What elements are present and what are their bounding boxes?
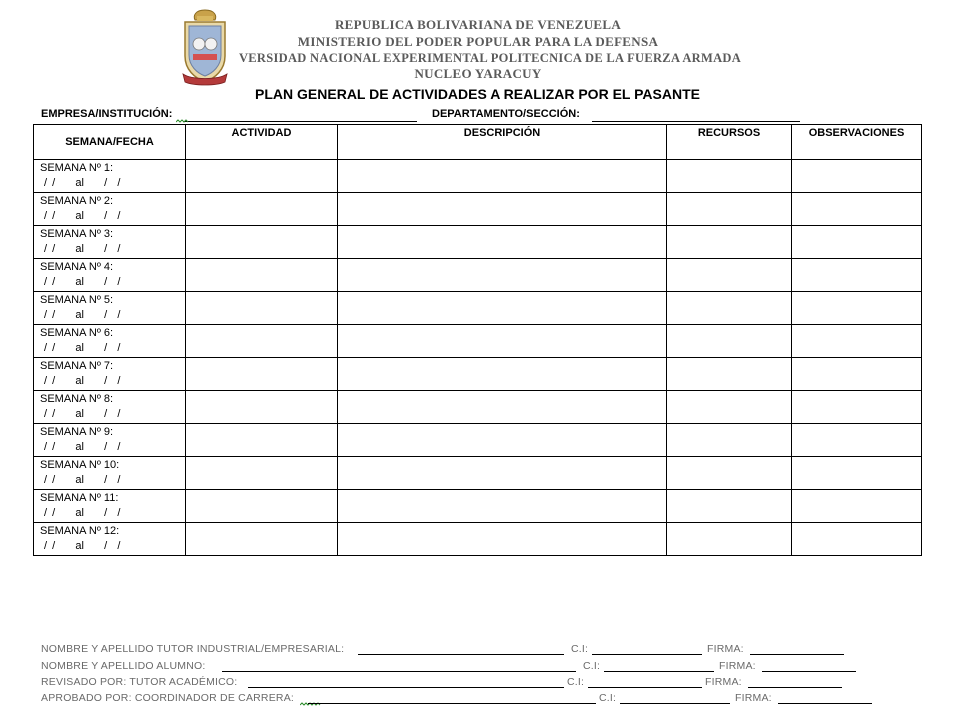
actividad-cell[interactable] bbox=[186, 193, 338, 226]
recursos-cell[interactable] bbox=[667, 325, 792, 358]
tutor-academico-name-field[interactable] bbox=[248, 676, 564, 688]
footer-ci-label-4: C.I: bbox=[599, 692, 617, 704]
descripcion-cell[interactable] bbox=[338, 391, 667, 424]
week-label: SEMANA Nº 6: bbox=[40, 327, 114, 339]
footer-firma-label-3: FIRMA: bbox=[705, 676, 742, 688]
week-date-range[interactable]: / / al / / bbox=[44, 441, 121, 453]
descripcion-cell[interactable] bbox=[338, 457, 667, 490]
empresa-field[interactable] bbox=[183, 109, 417, 122]
actividad-cell[interactable] bbox=[186, 424, 338, 457]
week-cell bbox=[34, 325, 186, 358]
departamento-label: DEPARTAMENTO/SECCIÓN: bbox=[432, 108, 580, 120]
alumno-name-field[interactable] bbox=[222, 660, 576, 672]
table-row bbox=[34, 457, 922, 490]
week-label: SEMANA Nº 2: bbox=[40, 195, 114, 207]
footer-aprobado-label: APROBADO POR: COORDINADOR DE CARRERA: bbox=[41, 692, 295, 704]
week-cell bbox=[34, 391, 186, 424]
table-row bbox=[34, 523, 922, 556]
observaciones-cell[interactable] bbox=[792, 325, 922, 358]
week-label: SEMANA Nº 7: bbox=[40, 360, 114, 372]
week-date-range[interactable]: / / al / / bbox=[44, 210, 121, 222]
recursos-cell[interactable] bbox=[667, 160, 792, 193]
observaciones-cell[interactable] bbox=[792, 391, 922, 424]
actividad-cell[interactable] bbox=[186, 490, 338, 523]
recursos-cell[interactable] bbox=[667, 391, 792, 424]
week-label: SEMANA Nº 9: bbox=[40, 426, 114, 438]
university-crest-logo bbox=[180, 8, 230, 88]
observaciones-cell[interactable] bbox=[792, 292, 922, 325]
observaciones-cell[interactable] bbox=[792, 160, 922, 193]
recursos-cell[interactable] bbox=[667, 259, 792, 292]
recursos-cell[interactable] bbox=[667, 193, 792, 226]
tutor-academico-firma-field[interactable] bbox=[748, 676, 842, 688]
descripcion-cell[interactable] bbox=[338, 424, 667, 457]
footer-firma-label-2: FIRMA: bbox=[719, 660, 756, 672]
table-row bbox=[34, 193, 922, 226]
footer-ci-label-1: C.I: bbox=[571, 643, 589, 655]
header-recursos: RECURSOS bbox=[667, 125, 792, 160]
week-label: SEMANA Nº 8: bbox=[40, 393, 114, 405]
week-label: SEMANA Nº 12: bbox=[40, 525, 120, 537]
activities-table bbox=[33, 124, 922, 556]
descripcion-cell[interactable] bbox=[338, 325, 667, 358]
week-label: SEMANA Nº 1: bbox=[40, 162, 114, 174]
footer-ci-label-2: C.I: bbox=[583, 660, 601, 672]
table-row bbox=[34, 259, 922, 292]
recursos-cell[interactable] bbox=[667, 226, 792, 259]
table-header-row bbox=[34, 125, 922, 160]
recursos-cell[interactable] bbox=[667, 457, 792, 490]
header-ministry: MINISTERIO DEL PODER POPULAR PARA LA DEFENSA bbox=[297, 34, 659, 49]
week-label: SEMANA Nº 3: bbox=[40, 228, 114, 240]
observaciones-cell[interactable] bbox=[792, 226, 922, 259]
recursos-cell[interactable] bbox=[667, 358, 792, 391]
header-university: VERSIDAD NACIONAL EXPERIMENTAL POLITECNICA DE LA FUERZA ARMADA bbox=[238, 51, 742, 65]
header-republic: REPUBLICA BOLIVARIANA DE VENEZUELA bbox=[334, 17, 622, 32]
footer-firma-label-1: FIRMA: bbox=[707, 643, 744, 655]
tutor-industrial-firma-field[interactable] bbox=[750, 643, 844, 655]
week-label: SEMANA Nº 5: bbox=[40, 294, 114, 306]
week-cell bbox=[34, 292, 186, 325]
week-date-range[interactable]: / / al / / bbox=[44, 309, 121, 321]
recursos-cell[interactable] bbox=[667, 490, 792, 523]
actividad-cell[interactable] bbox=[186, 391, 338, 424]
recursos-cell[interactable] bbox=[667, 523, 792, 556]
week-date-range[interactable]: / / al / / bbox=[44, 375, 121, 387]
header-actividad: ACTIVIDAD bbox=[186, 125, 338, 160]
table-row bbox=[34, 226, 922, 259]
header-descripcion: DESCRIPCIÓN bbox=[338, 125, 667, 160]
tutor-industrial-ci-field[interactable] bbox=[592, 643, 702, 655]
week-label: SEMANA Nº 4: bbox=[40, 261, 114, 273]
week-date-range[interactable]: / / al / / bbox=[44, 408, 121, 420]
week-cell bbox=[34, 160, 186, 193]
week-date-range[interactable]: / / al / / bbox=[44, 342, 121, 354]
table-row bbox=[34, 490, 922, 523]
actividad-cell[interactable] bbox=[186, 358, 338, 391]
descripcion-cell[interactable] bbox=[338, 523, 667, 556]
week-date-range[interactable]: / / al / / bbox=[44, 243, 121, 255]
observaciones-cell[interactable] bbox=[792, 259, 922, 292]
header-semana-fecha: SEMANA/FECHA bbox=[34, 125, 186, 160]
week-label: SEMANA Nº 10: bbox=[40, 459, 120, 471]
descripcion-cell[interactable] bbox=[338, 259, 667, 292]
actividad-cell[interactable] bbox=[186, 259, 338, 292]
descripcion-cell[interactable] bbox=[338, 292, 667, 325]
actividad-cell[interactable] bbox=[186, 457, 338, 490]
actividad-cell[interactable] bbox=[186, 160, 338, 193]
tutor-industrial-name-field[interactable] bbox=[358, 643, 564, 655]
table-row bbox=[34, 391, 922, 424]
footer-ci-label-3: C.I: bbox=[567, 676, 585, 688]
week-label: SEMANA Nº 11: bbox=[40, 492, 119, 504]
week-date-range[interactable]: / / al / / bbox=[44, 507, 121, 519]
descripcion-cell[interactable] bbox=[338, 226, 667, 259]
observaciones-cell[interactable] bbox=[792, 358, 922, 391]
footer-alumno-label: NOMBRE Y APELLIDO ALUMNO: bbox=[41, 660, 206, 672]
table-row bbox=[34, 325, 922, 358]
actividad-cell[interactable] bbox=[186, 325, 338, 358]
alumno-firma-field[interactable] bbox=[762, 660, 856, 672]
week-cell bbox=[34, 424, 186, 457]
recursos-cell[interactable] bbox=[667, 292, 792, 325]
table-row bbox=[34, 292, 922, 325]
recursos-cell[interactable] bbox=[667, 424, 792, 457]
week-cell bbox=[34, 457, 186, 490]
footer-firma-label-4: FIRMA: bbox=[735, 692, 772, 704]
footer-tutor-industrial-label: NOMBRE Y APELLIDO TUTOR INDUSTRIAL/EMPRESARIAL: bbox=[41, 643, 345, 655]
footer-tutor-academico-label: REVISADO POR: TUTOR ACADÉMICO: bbox=[41, 676, 238, 688]
week-date-range[interactable]: / / al / / bbox=[44, 474, 121, 486]
tutor-academico-ci-field[interactable] bbox=[588, 676, 702, 688]
empresa-label: EMPRESA/INSTITUCIÓN: bbox=[41, 108, 173, 120]
header-observaciones: OBSERVACIONES bbox=[792, 125, 922, 160]
descripcion-cell[interactable] bbox=[338, 358, 667, 391]
departamento-field[interactable] bbox=[592, 109, 800, 122]
week-cell bbox=[34, 226, 186, 259]
week-cell bbox=[34, 358, 186, 391]
observaciones-cell[interactable] bbox=[792, 193, 922, 226]
descripcion-cell[interactable] bbox=[338, 490, 667, 523]
week-cell bbox=[34, 490, 186, 523]
week-date-range[interactable]: / / al / / bbox=[44, 540, 121, 552]
table-row bbox=[34, 424, 922, 457]
observaciones-cell[interactable] bbox=[792, 457, 922, 490]
header-nucleo: NUCLEO YARACUY bbox=[414, 66, 542, 81]
actividad-cell[interactable] bbox=[186, 523, 338, 556]
actividad-cell[interactable] bbox=[186, 226, 338, 259]
week-date-range[interactable]: / / al / / bbox=[44, 177, 121, 189]
coordinador-firma-field[interactable] bbox=[778, 692, 872, 704]
coordinador-name-field[interactable] bbox=[308, 692, 596, 704]
week-cell bbox=[34, 193, 186, 226]
week-date-range[interactable]: / / al / / bbox=[44, 276, 121, 288]
observaciones-cell[interactable] bbox=[792, 424, 922, 457]
coordinador-ci-field[interactable] bbox=[620, 692, 730, 704]
observaciones-cell[interactable] bbox=[792, 490, 922, 523]
week-cell bbox=[34, 523, 186, 556]
week-cell bbox=[34, 259, 186, 292]
alumno-ci-field[interactable] bbox=[604, 660, 714, 672]
actividad-cell[interactable] bbox=[186, 292, 338, 325]
descripcion-cell[interactable] bbox=[338, 160, 667, 193]
table-row bbox=[34, 160, 922, 193]
descripcion-cell[interactable] bbox=[338, 193, 667, 226]
observaciones-cell[interactable] bbox=[792, 523, 922, 556]
table-row bbox=[34, 358, 922, 391]
document-title: PLAN GENERAL DE ACTIVIDADES A REALIZAR POR EL PASANTE bbox=[255, 86, 700, 102]
